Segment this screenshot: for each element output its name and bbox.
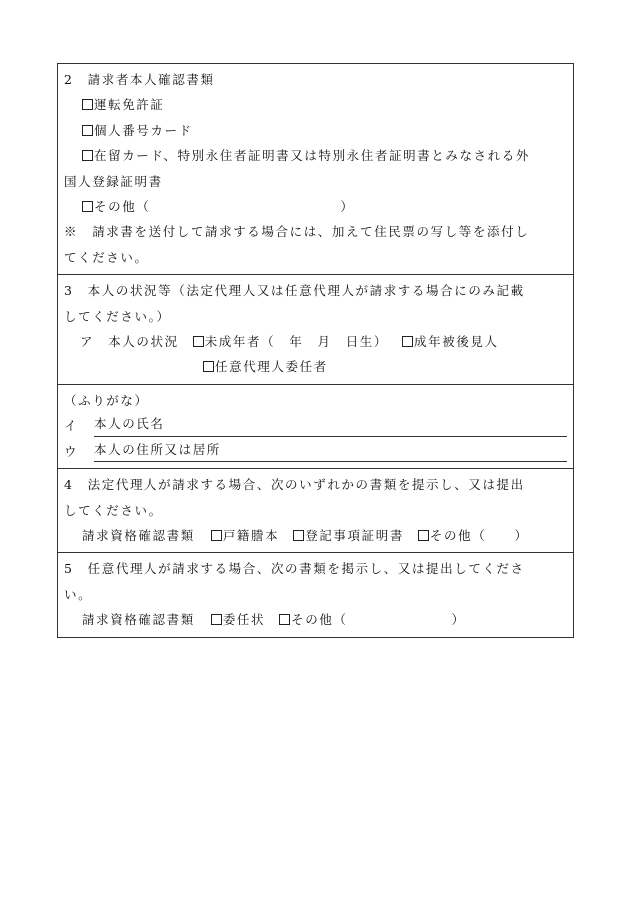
checkbox[interactable] bbox=[82, 99, 93, 110]
person-name-row[interactable]: イ 本人の氏名 bbox=[64, 413, 567, 438]
section-person-details bbox=[58, 385, 573, 469]
option-other-legal[interactable]: その他（ ） bbox=[418, 528, 529, 543]
checkbox[interactable] bbox=[279, 614, 290, 625]
section-5-title-line-1: 5 任意代理人が請求する場合、次の書類を掲示し、又は提出してくださ bbox=[64, 561, 525, 577]
option-adult-ward[interactable]: 成年被後見人 bbox=[402, 334, 499, 349]
legal-docs-row bbox=[64, 523, 567, 548]
status-row bbox=[64, 329, 567, 354]
section-3-title-line-1: 3 本人の状況等（法定代理人又は任意代理人が請求する場合にのみ記載 bbox=[64, 283, 525, 299]
option-residence-card[interactable]: 在留カード、特別永住者証明書又は特別永住者証明書とみなされる外 bbox=[64, 143, 567, 168]
checkbox[interactable] bbox=[293, 530, 304, 541]
option-residence-card-cont: 国人登録証明書 bbox=[64, 173, 163, 189]
checkbox[interactable] bbox=[418, 530, 429, 541]
request-form-table bbox=[57, 63, 574, 638]
person-address-row[interactable]: ウ 本人の住所又は居所 bbox=[64, 439, 567, 464]
option-other-identity[interactable]: その他（ ） bbox=[64, 194, 567, 219]
person-address-field[interactable]: 本人の住所又は居所 bbox=[94, 439, 567, 462]
mail-note-line-1: ※ 請求書を送付して請求する場合には、加えて住民票の写し等を添付し bbox=[64, 224, 530, 240]
person-name-field[interactable]: 本人の氏名 bbox=[94, 413, 567, 436]
section-person-status bbox=[58, 275, 573, 385]
mail-note-line-2: てください。 bbox=[64, 249, 149, 265]
option-drivers-license[interactable]: 運転免許証 bbox=[64, 92, 567, 117]
status-label: ア 本人の状況 bbox=[80, 334, 179, 350]
option-registry-certificate[interactable]: 登記事項証明書 bbox=[293, 528, 404, 543]
option-minor[interactable]: 未成年者（ 年 月 日生） bbox=[193, 334, 388, 349]
section-2-title: 2 請求者本人確認書類 bbox=[64, 72, 215, 87]
section-identity-documents bbox=[58, 64, 573, 275]
section-5-title-line-2: い。 bbox=[64, 586, 93, 602]
furigana-label: （ふりがな） bbox=[64, 392, 149, 408]
option-power-of-attorney[interactable]: 委任状 bbox=[211, 612, 265, 627]
checkbox[interactable] bbox=[82, 125, 93, 136]
checkbox[interactable] bbox=[211, 614, 222, 625]
checkbox[interactable] bbox=[402, 336, 413, 347]
checkbox[interactable] bbox=[193, 336, 204, 347]
checkbox[interactable] bbox=[211, 530, 222, 541]
option-delegator[interactable]: 任意代理人委任者 bbox=[64, 354, 567, 379]
checkbox[interactable] bbox=[203, 361, 214, 372]
checkbox[interactable] bbox=[82, 150, 93, 161]
doc-label: 請求資格確認書類 bbox=[82, 527, 195, 543]
section-voluntary-representative bbox=[58, 553, 573, 636]
section-legal-representative bbox=[58, 469, 573, 553]
checkbox[interactable] bbox=[82, 201, 93, 212]
section-4-title-line-2: してください。 bbox=[64, 502, 163, 518]
option-family-register[interactable]: 戸籍謄本 bbox=[211, 528, 279, 543]
section-3-title-line-2: してください。） bbox=[64, 308, 171, 324]
option-other-voluntary[interactable]: その他（ ） bbox=[279, 612, 466, 627]
section-4-title-line-1: 4 法定代理人が請求する場合、次のいずれかの書類を提示し、又は提出 bbox=[64, 477, 525, 493]
voluntary-docs-row bbox=[64, 607, 567, 632]
option-my-number-card[interactable]: 個人番号カード bbox=[64, 118, 567, 143]
doc-label: 請求資格確認書類 bbox=[82, 612, 195, 628]
